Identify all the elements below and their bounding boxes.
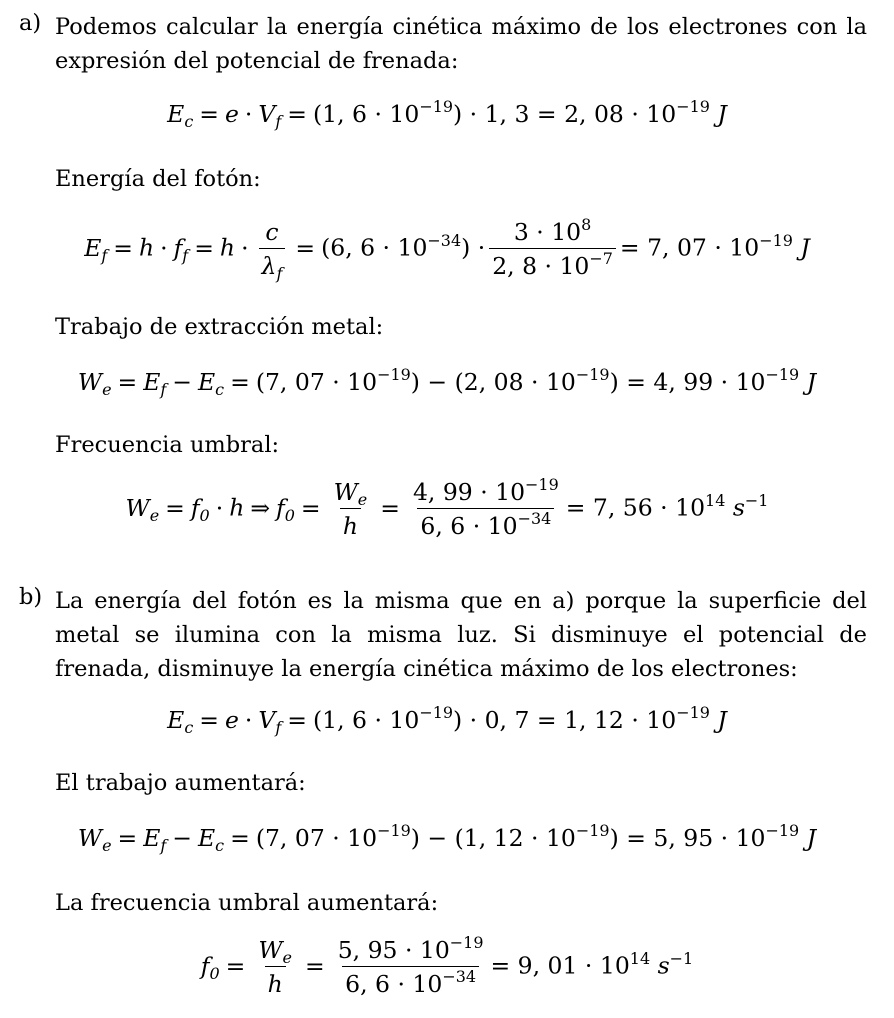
part-b-marker: b) (19, 584, 43, 610)
trabajo-aumentara-label: El trabajo aumentará: (55, 770, 306, 796)
foton-label: Energía del fotón: (55, 166, 261, 192)
equation-a3: $W_e = E_f - E_c = (7$, $07 \cdot 10^{-19}) - (2$, $08 \cdot 10^{-19}) = 4$, $99 \cdot 10^{-19}$ J (77, 365, 817, 400)
part-a-marker: a) (19, 10, 42, 36)
frecuencia-label: Frecuencia umbral: (55, 432, 280, 458)
equation-a1: $E_c = e \cdot V_f = (1$, $6 \cdot 10^{-19}) \cdot 1$, 3 = 2, $08 \cdot 10^{-19}$ J (167, 97, 727, 132)
equation-b1: $E_c = e \cdot V_f = (1$, $6 \cdot 10^{-19}) \cdot 0$, 7 = 1, $12 \cdot 10^{-19}$ J (167, 703, 727, 738)
equation-b2: $W_e = E_f - E_c = (7$, $07 \cdot 10^{-19}) - (1$, $12 \cdot 10^{-19}) = 5$, $95 \cdot 10^{-19}$ J (77, 821, 817, 856)
frecuencia-aumentara-label: La frecuencia umbral aumentará: (55, 890, 439, 916)
trabajo-label: Trabajo de extracción metal: (55, 314, 384, 340)
part-b-intro: La energía del fotón es la misma que en a) porque la superficie del metal se ilumina con la misma luz. Si disminuye el potencial de frenada, disminuye la energía cinética máximo de los electrones: (55, 588, 867, 682)
equation-a4: $W_e = f_0 \cdot h$ ⇒ $f_0$ = $\frac{W_e}{h}$ = $\frac{4, 99 \cdot 10^{-19}}{6, 6 \cdot 10^{-34}}$ = 7, $56 \cdot 10^{14}$ $s^{-1}$ (125, 475, 769, 541)
equation-b3: $f_0$ = $\frac{W_e}{h}$ = $\frac{5, 95 \cdot 10^{-19}}{6, 6 \cdot 10^{-34}}$ = 9, $01 \cdot 10^{14}$ $s^{-1}$ (200, 933, 694, 999)
equation-a2: $E_f = h \cdot f_f = h$ · $\frac{c}{\lambda_f}$ = (6, $6 \cdot 10^{-34}$) · $\frac{3 \cdot 10^8}{2, 8 \cdot 10^{-7}}$ = 7, $07 \cdot 10^{-19}$ J (84, 215, 810, 284)
part-a-intro: Podemos calcular la energía cinética máximo de los electrones con la expresión del potencial de frenada: (55, 14, 867, 74)
